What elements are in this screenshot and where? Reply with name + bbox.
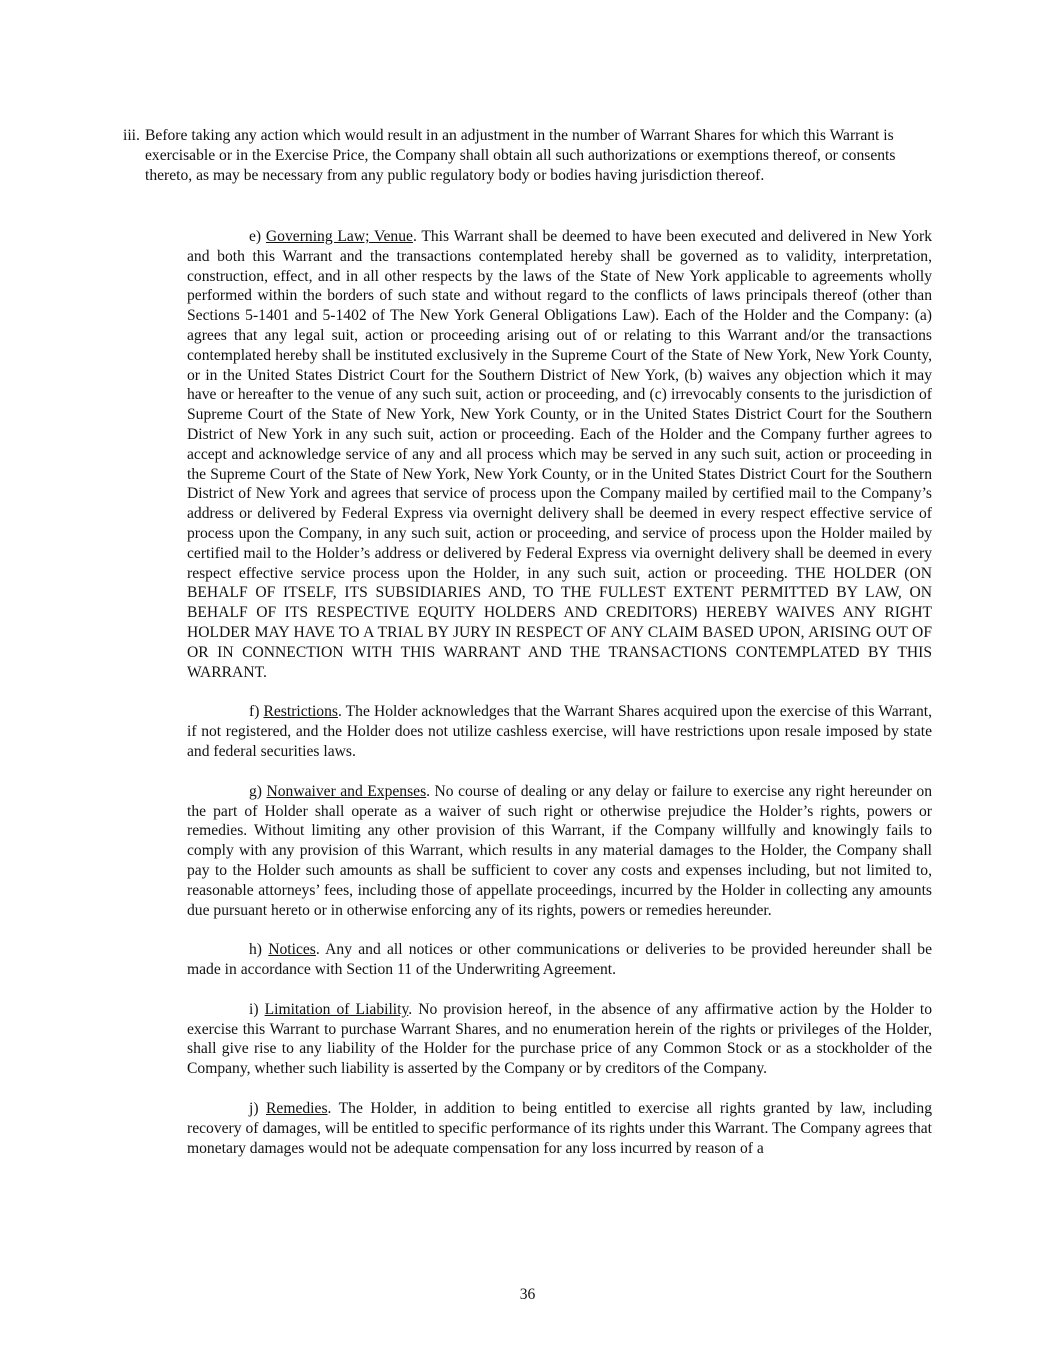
- section-body: . Any and all notices or other communications or deliveries to be provided hereunder shall be made in accordance with Section 11 of the Underwriting Agreement.: [187, 941, 933, 979]
- section-e-governing-law: [187, 227, 932, 682]
- sections-container: [187, 227, 932, 1178]
- section-letter: j): [249, 1100, 267, 1118]
- section-body: . The Holder acknowledges that the Warrant Shares acquired upon the exercise of this Warrant, if not registered, and the Holder does not utilize cashless exercise, will have restrictions upon resale imposed by state and federal securities laws.: [187, 703, 932, 760]
- section-heading: Notices: [268, 941, 316, 959]
- section-heading: Nonwaiver and Expenses: [266, 782, 427, 800]
- section-h-notices: [187, 940, 932, 980]
- section-f-restrictions: [187, 702, 932, 761]
- section-g-nonwaiver: [187, 782, 932, 921]
- section-i-limitation-of-liability: [187, 1000, 932, 1079]
- list-item-marker: iii.: [123, 127, 140, 144]
- section-body: . This Warrant shall be deemed to have been executed and delivered in New York and both this Warrant and the transactions contemplated hereby shall be governed as to validity, interpretation, construction, effect, and in all other respects by the laws of the State of New York applicable to agreements wholly performed within the borders of such state and without regard to the conflicts of laws principals thereof (other than Sections 5-1401 and 5-1402 of The New York General Obligations Law). Each of the Holder and the Company: (a) agrees that any legal suit, action or proceeding arising out of or relating to this Warrant and/or the transactions contemplated hereby shall be instituted exclusively in the Supreme Court of the State of New York, New York County, or in the United States District Court for the Southern District of New York, (b) waives any objection which it may have or hereafter to the venue of any such suit, action or proceeding, and (c) irrevocably consents to the jurisdiction of Supreme Court of the State of New York, New York County, or in the United States District Court for the Southern District of New York in any such suit, action or proceeding. Each of the Holder and the Company further agrees to accept and acknowledge service of any and all process which may be served in any such suit, action or proceeding in the Supreme Court of the State of New York, New York County, or in the United States District Court for the Southern District of New York and agrees that service of process upon the Company mailed by certified mail to the Company’s address or delivered by Federal Express via overnight delivery shall be deemed in every respect effective service of process upon the Company, in any such suit, action or proceeding, and service of process upon the Holder mailed by certified mail to the Holder’s address or delivered by Federal Express via overnight delivery shall be deemed in every respect effective service process upon the Holder, in any such suit, action or proceeding. THE HOLDER (ON BEHALF OF ITSELF, ITS SUBSIDIARIES AND, TO THE FULLEST EXTENT PERMITTED BY LAW, ON BEHALF OF ITS RESPECTIVE EQUITY HOLDERS AND CREDITORS) HEREBY WAIVES ANY RIGHT HOLDER MAY HAVE TO A TRIAL BY JURY IN RESPECT OF ANY CLAIM BASED UPON, ARISING OUT OF OR IN CONNECTION WITH THIS WARRANT AND THE TRANSACTIONS CONTEMPLATED BY THIS WARRANT.: [187, 228, 933, 681]
- list-item-iii: [123, 126, 931, 185]
- section-body: . No course of dealing or any delay or failure to exercise any right hereunder on the part of Holder shall operate as a waiver of such right or otherwise prejudice the Holder’s rights, powers or remedies. Without limiting any other provision of this Warrant, if the Company willfully and knowingly fails to comply with any provision of this Warrant, which results in any material damages to the Holder, the Company shall pay to the Holder such amounts as shall be sufficient to cover any costs and expenses including, but not limited to, reasonable attorneys’ fees, including those of appellate proceedings, incurred by the Holder in collecting any amounts due pursuant hereto or in otherwise enforcing any of its rights, powers or remedies hereunder.: [187, 782, 933, 919]
- section-body: . No provision hereof, in the absence of any affirmative action by the Holder to exercise this Warrant to purchase Warrant Shares, and no enumeration herein of the rights or privileges of the Holder, shall give rise to any liability of the Holder for the purchase price of any Common Stock or as a stockholder of the Company, whether such liability is asserted by the Company or by creditors of the Company.: [187, 1000, 932, 1078]
- section-body: . The Holder, in addition to being entitled to exercise all rights granted by law, including recovery of damages, will be entitled to specific performance of its rights under this Warrant. The Company agrees that monetary damages would not be adequate compensation for any loss incurred by reason of a: [187, 1100, 932, 1157]
- list-item-text: Before taking any action which would result in an adjustment in the number of Warrant Shares for which this Warrant is exercisable or in the Exercise Price, the Company shall obtain all such authorizations or exemptions thereof, or consents thereto, as may be necessary from any public regulatory body or bodies having jurisdiction thereof.: [145, 127, 896, 184]
- section-letter: e): [249, 228, 266, 245]
- section-letter: i): [249, 1000, 265, 1018]
- section-heading: Remedies: [266, 1100, 328, 1118]
- section-letter: g): [249, 782, 267, 800]
- page-number: 36: [519, 1286, 536, 1303]
- section-heading: Restrictions: [263, 703, 338, 721]
- section-heading: Limitation of Liability: [264, 1000, 409, 1018]
- section-letter: f): [249, 703, 264, 721]
- section-letter: h): [249, 941, 269, 959]
- section-j-remedies: [187, 1099, 932, 1158]
- section-heading: Governing Law; Venue: [265, 228, 413, 245]
